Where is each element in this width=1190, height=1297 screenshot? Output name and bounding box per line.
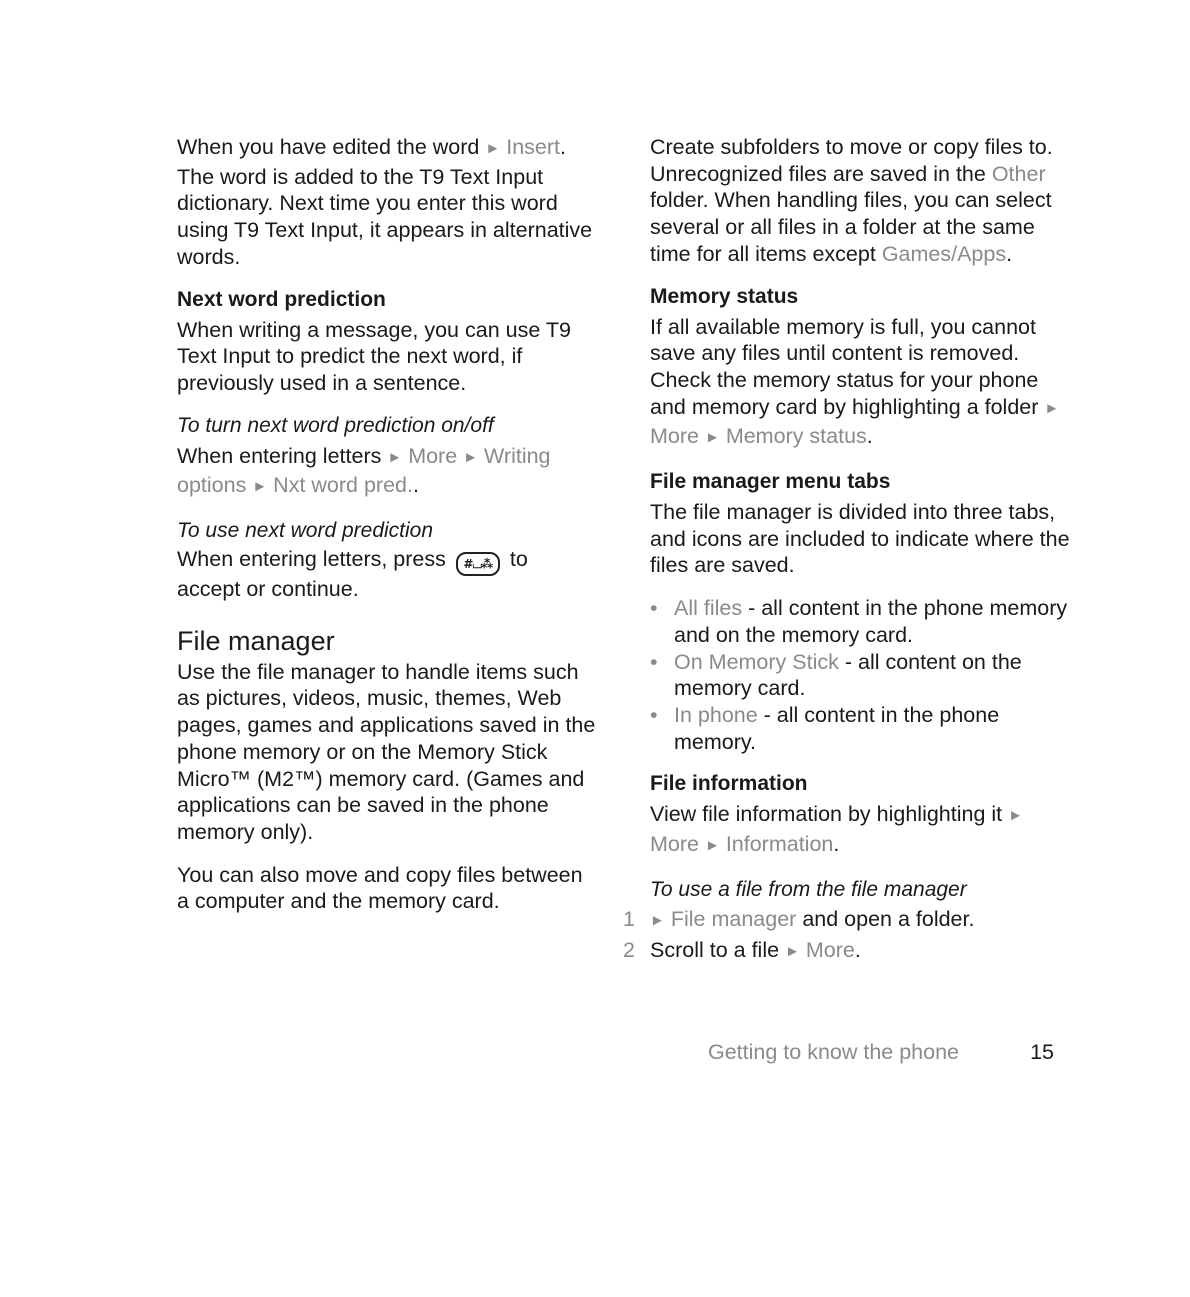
file-manager-title: File manager	[177, 625, 335, 656]
insert-link: Insert	[506, 135, 560, 159]
memory-status-body	[650, 314, 1070, 454]
list-item	[623, 905, 1070, 936]
right-column	[623, 134, 1070, 967]
arrow-icon: ►	[485, 140, 501, 157]
toggle-body	[177, 443, 597, 502]
subfolders-paragraph	[650, 134, 1070, 268]
text: to accept or continue.	[177, 547, 528, 602]
list-item	[650, 595, 1070, 648]
text: If all available memory is full, you cannot save any files until content is removed. Check the memory status for your phone and memory card by highlighting a folder	[650, 314, 1039, 419]
toggle-heading: To turn next word prediction on/off	[177, 413, 494, 437]
next-word-body: When writing a message, you can use T9 Text Input to predict the next word, if previously used in a sentence.	[177, 317, 571, 395]
nxt-word-link: Nxt word pred.	[273, 473, 413, 498]
menu-tabs-body: The file manager is divided into three tabs, and icons are included to indicate where the files are saved.	[650, 500, 1070, 578]
hash-key-icon: #⌴⁂	[456, 552, 500, 576]
file-manager-body: Use the file manager to handle items such as pictures, videos, music, themes, Web pages, games and applications saved in the phone memory or on the Memory Stick Micro™ (M2™) memory card. (Games and applications can be saved in the phone memory only).	[177, 659, 596, 844]
memory-status-link: Memory status	[725, 424, 867, 449]
bullet-icon: •	[650, 596, 658, 621]
bullet-icon: •	[650, 702, 658, 727]
arrow-icon: ►	[252, 478, 268, 496]
more-link: More	[650, 424, 699, 449]
file-info-body	[650, 801, 1070, 860]
text: .	[412, 473, 419, 498]
page-number: 15	[1030, 1040, 1054, 1064]
arrow-icon: ►	[387, 448, 403, 466]
text: View file information by highlighting it	[650, 802, 1003, 827]
menu-tabs-heading: File manager menu tabs	[650, 470, 891, 494]
text: - all content on the memory card.	[674, 649, 1022, 701]
text: and open a folder.	[802, 906, 975, 931]
file-info-heading: File information	[650, 772, 808, 796]
text: .	[854, 937, 861, 962]
arrow-icon: ►	[650, 911, 665, 929]
more-link: More	[408, 443, 458, 468]
list-item	[650, 702, 1070, 755]
arrow-icon: ►	[704, 429, 720, 447]
use-file-heading: To use a file from the file manager	[650, 877, 967, 901]
text: Create subfolders to move or copy files to. Unrecognized files are saved in the	[650, 135, 1053, 186]
memory-stick-tab: On Memory Stick	[674, 649, 839, 674]
information-link: Information	[725, 832, 834, 857]
text: .	[1006, 241, 1013, 266]
page-footer	[708, 1040, 1058, 1068]
step-number: 1	[623, 906, 635, 931]
text: When entering letters	[177, 443, 382, 468]
arrow-icon: ►	[463, 448, 479, 466]
in-phone-tab: In phone	[674, 702, 758, 727]
text: - all content in the phone memory and on the memory card.	[674, 596, 1068, 647]
use-next-body	[177, 546, 597, 603]
text: When entering letters, press	[177, 547, 446, 572]
text: . The word is added to the T9 Text Input dictionary. Next time you enter this word using T9 Text Input, it appears in alternative words.	[177, 135, 593, 269]
arrow-icon: ►	[785, 942, 800, 960]
left-column	[177, 134, 597, 915]
use-file-steps	[623, 905, 1070, 967]
arrow-icon: ►	[704, 837, 720, 855]
next-word-heading: Next word prediction	[177, 287, 386, 311]
other-folder-link: Other	[991, 161, 1046, 186]
step-number: 2	[623, 937, 635, 962]
all-files-tab: All files	[674, 596, 743, 621]
more-link: More	[805, 937, 855, 962]
bullet-icon: •	[650, 649, 658, 674]
use-next-heading: To use next word prediction	[177, 519, 434, 543]
arrow-icon: ►	[1044, 399, 1060, 417]
text: .	[833, 832, 840, 857]
file-manager-body-2: You can also move and copy files between a computer and the memory card.	[177, 862, 583, 914]
arrow-icon: ►	[1008, 807, 1024, 825]
memory-status-heading: Memory status	[650, 284, 799, 308]
text: Scroll to a file	[650, 937, 780, 962]
menu-tabs-list	[650, 595, 1070, 755]
insert-paragraph	[177, 134, 597, 271]
more-link: More	[650, 832, 699, 857]
text: .	[866, 424, 873, 449]
list-item	[650, 649, 1070, 702]
list-item	[623, 936, 1070, 967]
text: - all content in the phone memory.	[674, 702, 1000, 754]
section-title: Getting to know the phone	[708, 1040, 960, 1064]
text: folder. When handling files, you can select several or all files in a folder at the same time for all items except	[650, 188, 1052, 266]
text: When you have edited the word	[177, 135, 480, 159]
file-manager-link: File manager	[670, 906, 797, 931]
writing-options-link: Writing options	[177, 443, 551, 498]
games-apps-link: Games/Apps	[881, 241, 1007, 266]
